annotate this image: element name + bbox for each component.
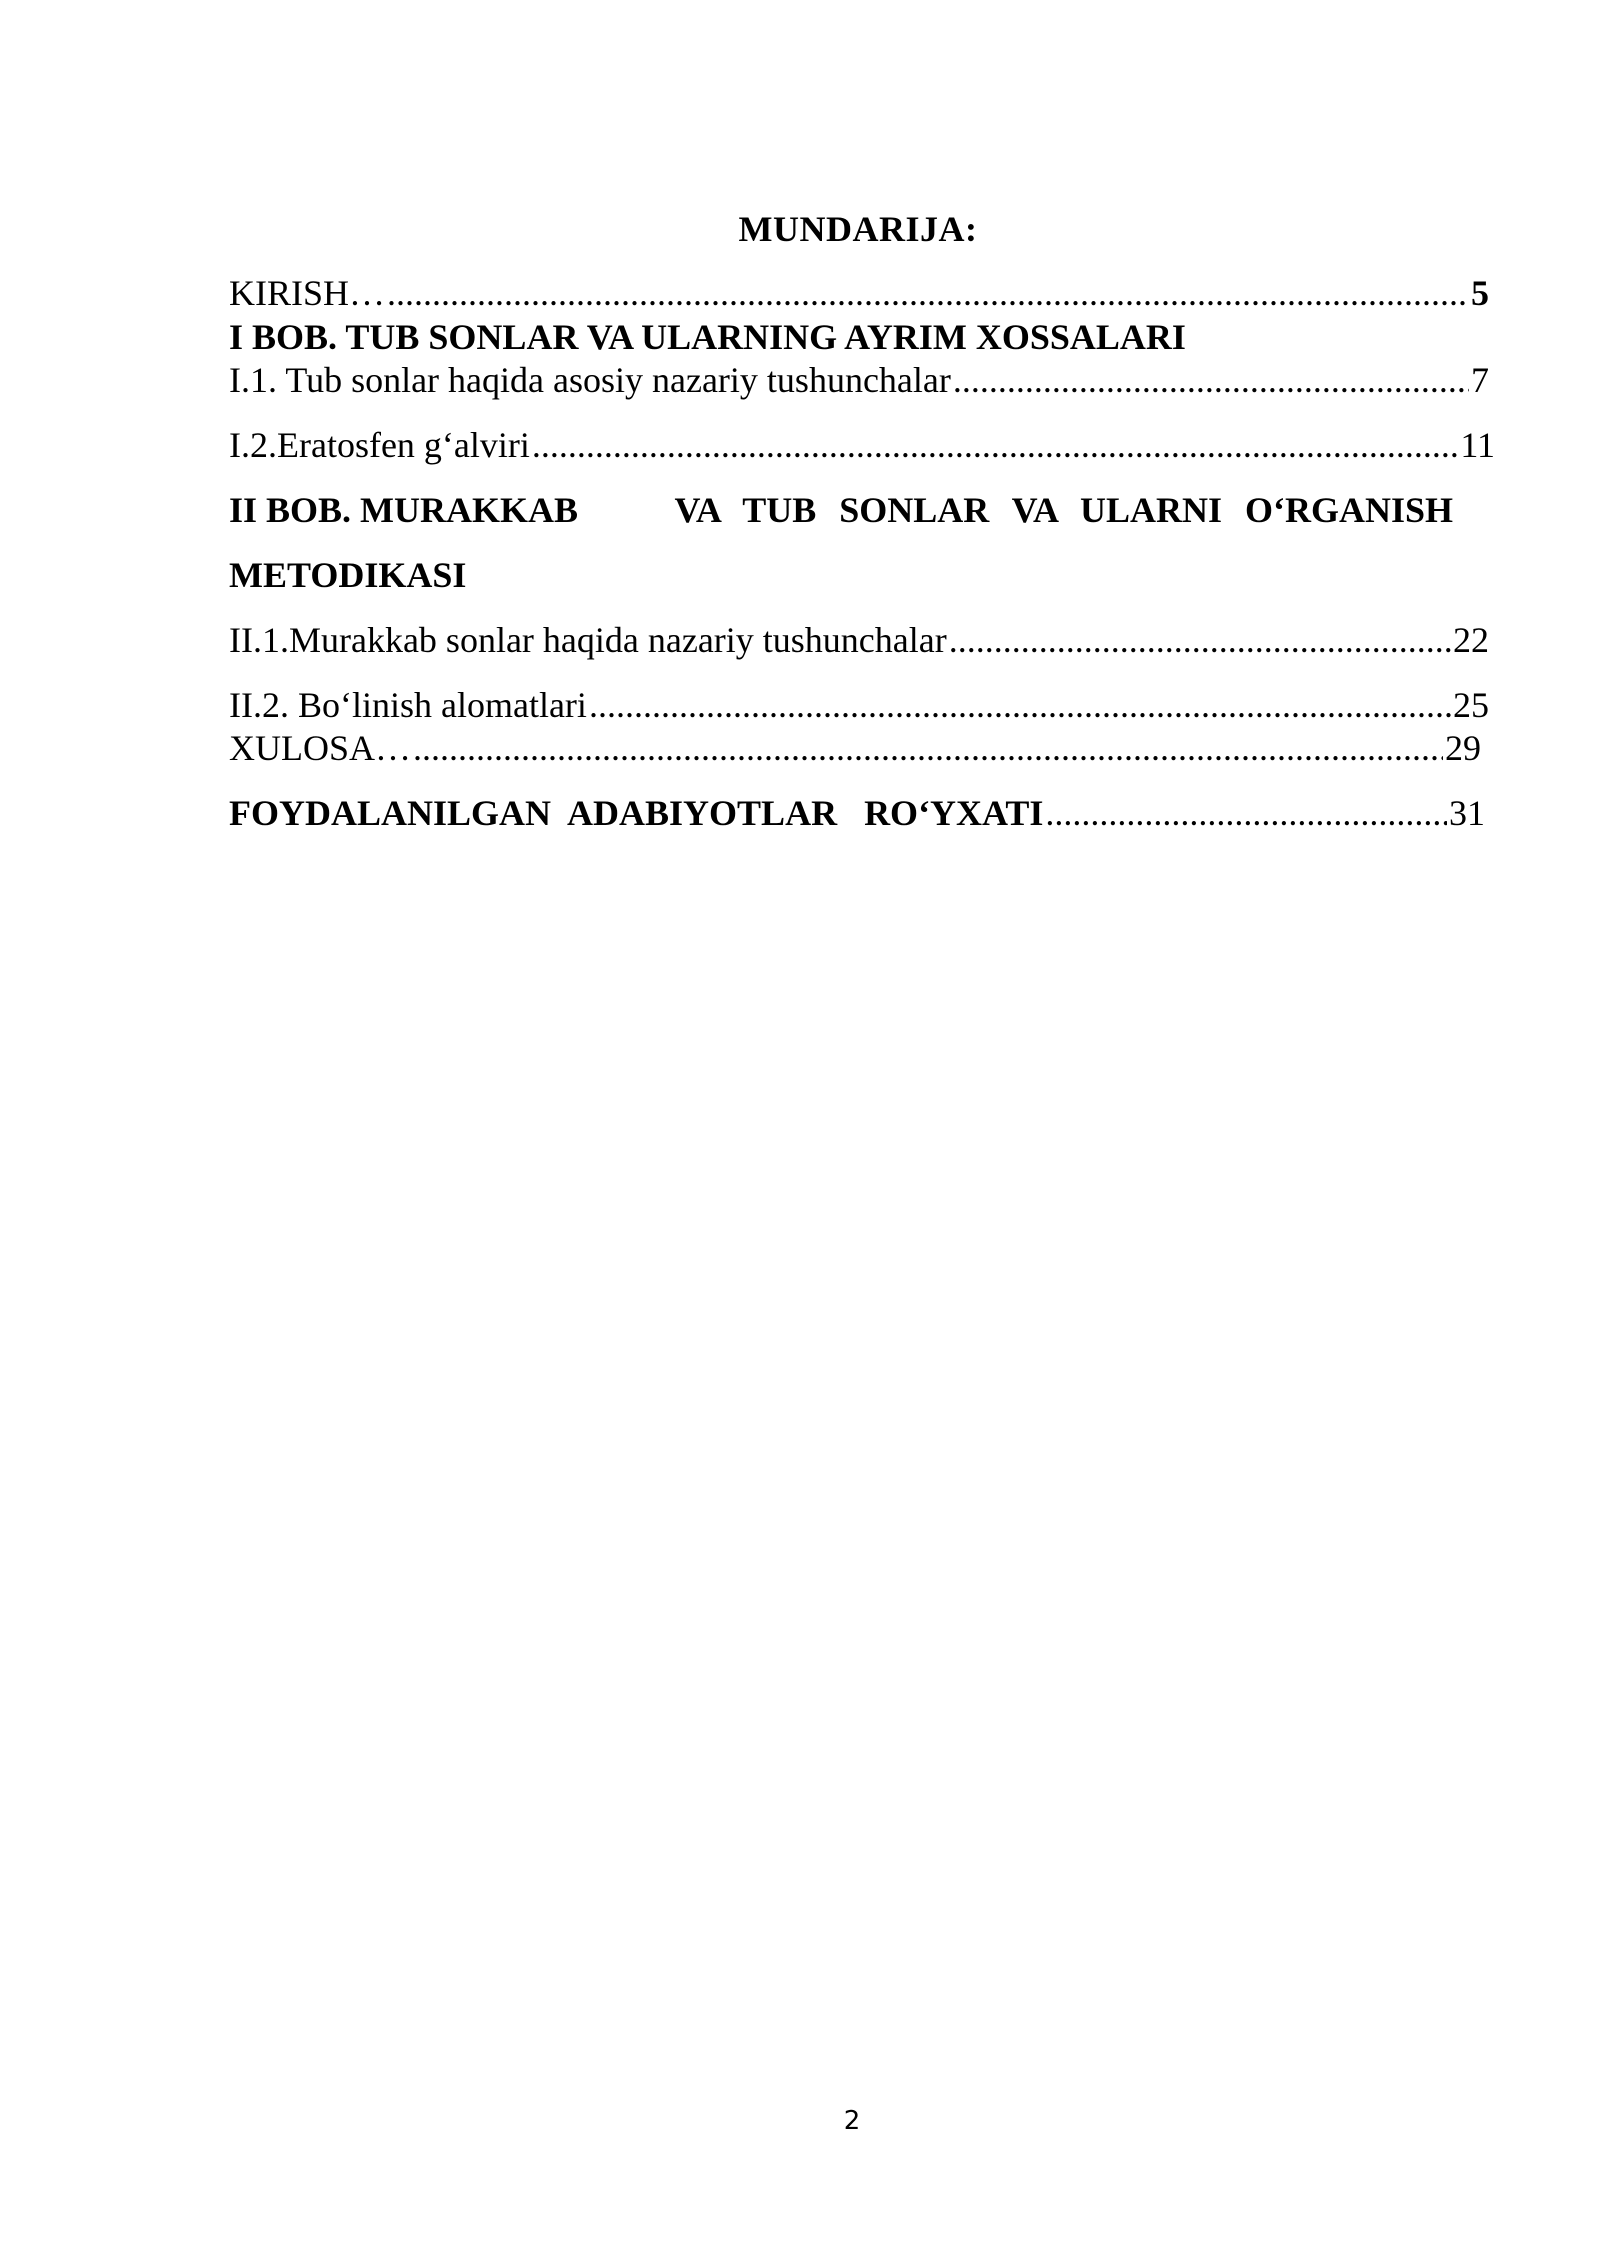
toc-entry-label: FOYDALANILGAN ADABIYOTLAR RO‘YXATI (229, 793, 1044, 833)
chapter-2-heading-part-2: VA TUB SONLAR VA ULARNI O‘RGANISH (674, 490, 1453, 530)
toc-entry-page: 5 (1471, 273, 1489, 313)
toc-entry-section-2-1[interactable] (229, 619, 1489, 661)
dot-leader (532, 424, 1458, 466)
toc-entry-section-2-2[interactable] (229, 684, 1489, 726)
chapter-2-heading-part-1: II BOB. MURAKKAB (229, 490, 579, 530)
dot-leader (413, 727, 1443, 769)
chapter-1-heading[interactable]: I BOB. TUB SONLAR VA ULARNING AYRIM XOSSALARI (229, 317, 1186, 357)
dot-leader (953, 359, 1469, 401)
toc-entry-page: 31 (1449, 793, 1485, 833)
toc-entry-references[interactable] (229, 792, 1485, 834)
dot-leader (387, 272, 1469, 314)
toc-entry-label: II.1.Murakkab sonlar haqida nazariy tushunchalar (229, 620, 947, 660)
toc-entry-xulosa[interactable] (229, 727, 1481, 769)
chapter-2-heading-line-2: METODIKASI (229, 555, 467, 595)
toc-entry-label: I.2.Eratosfen g‘alviri (229, 425, 530, 465)
dot-leader (589, 684, 1451, 726)
toc-entry-label: KIRISH… (229, 273, 386, 313)
page-number: 2 (843, 2106, 861, 2136)
toc-entry-label: I.1. Tub sonlar haqida asosiy nazariy tushunchalar (229, 360, 951, 400)
toc-entry-page: 25 (1453, 685, 1489, 725)
toc-title: MUNDARIJA: (738, 209, 978, 249)
dot-leader (1045, 792, 1447, 834)
toc-entry-section-1-2[interactable] (229, 424, 1495, 466)
toc-entry-label: II.2. Bo‘linish alomatlari (229, 685, 587, 725)
toc-entry-kirish[interactable] (229, 272, 1489, 314)
toc-entry-page: 22 (1453, 620, 1489, 660)
toc-entry-section-1-1[interactable] (229, 359, 1489, 401)
dot-leader (949, 619, 1451, 661)
toc-entry-page: 11 (1460, 425, 1495, 465)
toc-entry-label: XULOSA… (229, 728, 412, 768)
toc-entry-page: 29 (1445, 728, 1481, 768)
toc-entry-page: 7 (1471, 360, 1489, 400)
chapter-2-heading[interactable] (229, 489, 1453, 531)
